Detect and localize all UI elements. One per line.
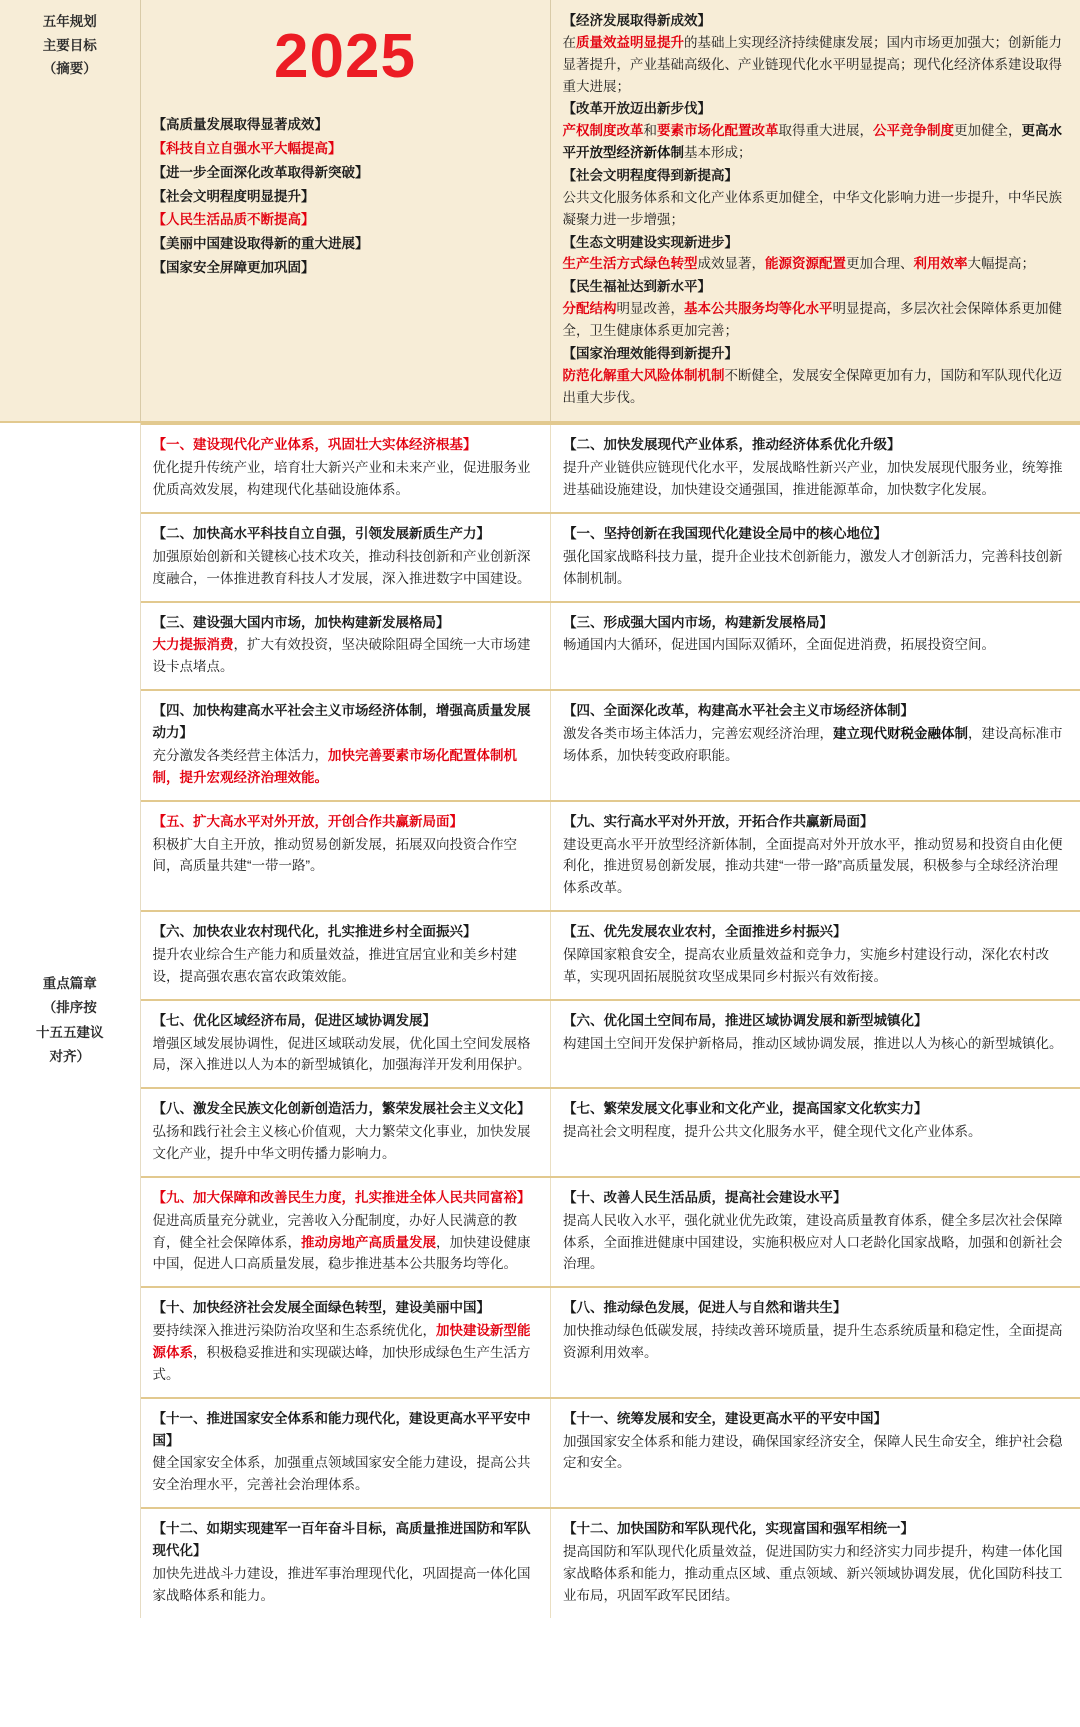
chapter-cell-prev-plan [551,602,1080,691]
detail-block [563,10,1069,97]
text-run: 优化提升传统产业，培育壮大新兴产业和未来产业，促进服务业优质高效发展，构建现代化基础设施体系。 [152,460,531,498]
section-2-row-header [0,422,140,1617]
section-2-header-line: （排序按 [42,1000,97,1016]
emphasis-bold: 更高水平开放型经济新体制 [562,123,1062,161]
emphasis-red: 加快完善要素市场化配置体制机制，提升宏观经济治理效能。 [152,747,517,785]
chapter-body [563,1320,1069,1364]
detail-block [563,343,1069,409]
text-run: 成效显著， [697,256,765,272]
text-run: 加强国家安全体系和能力建设，确保国家经济安全，保障人民生命安全，维护社会稳定和安全。 [563,1433,1063,1471]
chapter-cell-new-plan [141,690,551,800]
detail-block-heading: 【经济发展取得新成效】 [562,13,711,28]
text-run: 更加健全， [954,123,1022,139]
detail-block [563,276,1069,342]
chapter-body [153,546,539,590]
chapter-pair-row [141,513,1080,602]
chapter-body [153,834,539,878]
section-2-header-line: 对齐） [49,1048,90,1064]
chapter-title: 【四、全面深化改革，构建高水平社会主义市场经济体制】 [563,703,914,719]
detail-block [563,165,1069,231]
chapter-title: 【一、建设现代化产业体系，巩固壮大实体经济根基】 [152,437,477,453]
text-run: ，扩大有效投资，坚决破除阻碍全国统一大市场建设卡点堵点。 [152,637,531,675]
detail-block-body [563,120,1069,164]
detail-block-heading: 【改革开放迈出新步伐】 [562,101,711,117]
chapter-body [153,1210,539,1276]
text-run: 促进高质量充分就业，完善收入分配制度，办好人民满意的教育，健全社会保障体系， [152,1212,517,1250]
chapter-body [563,634,1069,656]
emphasis-red: 加快建设新型能源体系 [152,1323,531,1360]
text-run: 激发各类市场主体活力，完善宏观经济治理， [563,726,833,742]
chapter-cell-new-plan [141,1088,551,1177]
text-run: 加强原始创新和关键核心技术攻关，推动科技创新和产业创新深度融合，一体推进教育科技人才发展，深入推进数字中国建设。 [152,548,531,586]
detail-block-body [563,187,1069,231]
chapter-title: 【十一、统筹发展和安全，建设更高水平的平安中国】 [563,1410,887,1426]
text-run: ，积极稳妥推进和实现碳达峰，加快形成绿色生产生活方式。 [152,1344,531,1382]
detail-block [563,232,1069,276]
text-run: 加快先进战斗力建设，推进军事治理现代化，巩固提高一体化国家战略体系和能力。 [152,1565,531,1603]
text-run: 构建国土空间开发保护新格局，推动区域协调发展，推进以人为核心的新型城镇化。 [563,1035,1063,1051]
chapter-cell-prev-plan [551,1398,1080,1508]
chapter-pair-row [141,1000,1080,1089]
text-run: 建设更高水平开放型经济新体制，全面提高对外开放水平，推动贸易和投资自由化便利化，推进贸易创新发展，推动共建“一带一路”高质量发展，积极参与全球经济治理体系改革。 [563,836,1063,896]
section-key-chapters [0,422,1080,1617]
detail-block-body [563,365,1069,409]
chapter-cell-new-plan [141,1508,551,1617]
text-run: 基本形成； [684,145,752,161]
text-run: 在 [562,34,576,50]
chapter-pair-row [141,911,1080,1000]
chapter-pair-row [141,801,1080,911]
goal-item: 【美丽中国建设取得新的重大进展】 [152,236,369,252]
text-run: 充分激发各类经营主体活力， [152,747,328,763]
chapter-cell-prev-plan [551,911,1080,1000]
chapter-title: 【三、建设强大国内市场，加快构建新发展格局】 [152,614,450,630]
chapter-body [153,1320,539,1386]
chapter-pair-row [141,1088,1080,1177]
chapter-title: 【十、加快经济社会发展全面绿色转型，建设美丽中国】 [152,1300,490,1316]
goal-item: 【高质量发展取得显著成效】 [152,117,328,132]
emphasis-red: 能源资源配置 [765,256,846,272]
chapter-pair-row [141,1287,1080,1397]
chapter-body [563,1210,1069,1276]
chapter-title: 【十二、如期实现建军一百年奋斗目标，高质量推进国防和军队现代化】 [152,1521,531,1558]
text-run: 明显改善， [616,301,684,317]
text-run: 提升产业链供应链现代化水平，发展战略性新兴产业，加快发展现代服务业，统筹推进基础设施建设，加快建设交通强国，推进能源革命，加快数字化发展。 [563,460,1063,498]
section-1-header-line: （摘要） [42,61,97,77]
text-run: 提升农业综合生产能力和质量效益，推进宜居宜业和美乡村建设，提高强农惠农富农政策效能。 [152,946,517,984]
chapter-body [563,834,1069,900]
chapter-title: 【五、优先发展农业农村，全面推进乡村振兴】 [563,924,847,940]
section-2-header-line: 重点篇章 [42,975,97,991]
chapter-body [153,1121,539,1165]
text-run: 提高人民收入水平，强化就业优先政策，建设高质量教育体系，健全多层次社会保障体系，全面推进健康中国建设，实施积极应对人口老龄化国家战略，加强和创新社会治理。 [563,1212,1063,1272]
text-run: 明显提高，多层次社会保障体系更加健全，卫生健康体系更加完善； [562,301,1062,339]
chapter-title: 【三、形成强大国内市场，构建新发展格局】 [563,614,833,630]
year-badge: 2025 [274,22,416,91]
chapter-cell-prev-plan [551,1088,1080,1177]
chapter-title: 【八、激发全民族文化创新创造活力，繁荣发展社会主义文化】 [152,1101,531,1117]
section-five-year-goals [0,0,1080,422]
chapter-body [563,944,1069,988]
chapter-pair-row [141,1177,1080,1287]
chapter-cell-new-plan [141,1177,551,1287]
text-run: 大幅提高； [967,256,1035,272]
chapter-body [563,1431,1069,1475]
chapter-title: 【六、加快农业农村现代化，扎实推进乡村全面振兴】 [152,924,477,940]
chapter-cell-new-plan [141,513,551,602]
chapter-body [153,745,539,789]
chapter-body [563,546,1069,590]
emphasis-red: 利用效率 [913,256,968,272]
chapter-title: 【十一、推进国家安全体系和能力现代化，建设更高水平平安中国】 [152,1410,531,1448]
chapter-body [153,1452,539,1496]
goal-item: 【人民生活品质不断提高】 [152,212,315,228]
chapter-body [563,1541,1069,1607]
emphasis-red: 公平竞争制度 [873,123,954,139]
chapter-cell-prev-plan [551,1177,1080,1287]
chapter-body [563,723,1069,767]
section-1-header-line: 主要目标 [42,37,97,53]
chapter-body [153,1033,539,1077]
text-run: ，建设高标准市场体系，加快转变政府职能。 [563,726,1063,763]
text-run: 强化国家战略科技力量，提升企业技术创新能力，激发人才创新活力，完善科技创新体制机制。 [563,548,1063,586]
section-1-goals-cell [140,0,550,422]
chapter-pair-row [141,1508,1080,1617]
text-run: 增强区域发展协调性，促进区域联动发展，优化国土空间发展格局，深入推进以人为本的新型城镇化，加强海洋开发利用保护。 [152,1035,531,1073]
chapter-body [153,634,539,678]
chapter-cell-prev-plan [551,513,1080,602]
chapter-cell-new-plan [141,424,551,513]
chapter-title: 【二、加快高水平科技自立自强，引领发展新质生产力】 [152,526,490,542]
text-run: 的基础上实现经济持续健康发展；国内市场更加强大；创新能力显著提升，产业基础高级化、产业链现代化水平明显提高；现代化经济体系建设取得重大进展； [562,34,1062,94]
text-run: 和 [643,123,657,139]
text-run: 弘扬和践行社会主义核心价值观，大力繁荣文化事业，加快发展文化产业，提升中华文明传播力影响力。 [152,1124,531,1161]
chapter-pair-row [141,690,1080,800]
chapter-cell-new-plan [141,602,551,691]
chapter-pairs-table [141,423,1080,1617]
chapter-title: 【四、加快构建高水平社会主义市场经济体制，增强高质量发展动力】 [152,703,531,741]
chapter-cell-prev-plan [551,690,1080,800]
emphasis-red: 要素市场化配置改革 [657,123,779,139]
chapter-title: 【二、加快发展现代产业体系，推动经济体系优化升级】 [563,437,901,453]
chapter-pair-row [141,424,1080,513]
chapter-body [563,1121,1069,1143]
chapter-title: 【八、推动绿色发展，促进人与自然和谐共生】 [563,1300,847,1316]
chapter-cell-prev-plan [551,1287,1080,1397]
chapter-cell-new-plan [141,1287,551,1397]
emphasis-red: 质量效益明显提升 [576,34,684,50]
text-run: 取得重大进展， [778,123,873,139]
goal-item: 【进一步全面深化改革取得新突破】 [152,164,369,180]
chapter-title: 【六、优化国土空间布局，推进区域协调发展和新型城镇化】 [563,1012,928,1028]
chapter-body [153,1563,539,1607]
goal-detail-blocks [563,10,1069,408]
emphasis-red: 生产生活方式绿色转型 [562,256,698,272]
text-run: 公共文化服务体系和文化产业体系更加健全，中华文化影响力进一步提升，中华民族凝聚力进一步增强； [562,189,1062,227]
emphasis-red: 基本公共服务均等化水平 [684,301,833,317]
chapter-cell-new-plan [141,801,551,911]
goal-item: 【社会文明程度明显提升】 [152,188,315,204]
chapter-pair-row [141,602,1080,691]
chapter-body [153,944,539,988]
emphasis-red: 大力提振消费 [152,637,234,653]
emphasis-red: 推动房地产高质量发展 [301,1234,436,1250]
text-run: 要持续深入推进污染防治攻坚和生态系统优化， [152,1323,436,1339]
chapter-title: 【一、坚持创新在我国现代化建设全局中的核心地位】 [563,526,887,542]
detail-block-heading: 【国家治理效能得到新提升】 [562,345,738,361]
text-run: 不断健全，发展安全保障更加有力，国防和军队现代化迈出重大步伐。 [562,367,1062,405]
text-run: 保障国家粮食安全，提高农业质量效益和竞争力，实施乡村建设行动，深化农村改革，实现巩固拓展脱贫攻坚成果同乡村振兴有效衔接。 [563,946,1049,984]
detail-block [563,98,1069,164]
goal-item: 【国家安全屏障更加巩固】 [152,260,315,276]
text-run: ，加快建设健康中国，促进人口高质量发展，稳步推进基本公共服务均等化。 [152,1234,531,1272]
chapter-cell-new-plan [141,1398,551,1508]
chapter-title: 【十二、加快国防和军队现代化，实现富国和强军相统一】 [563,1521,914,1537]
text-run: 健全国家安全体系，加强重点领域国家安全能力建设，提高公共安全治理水平，完善社会治理体系。 [152,1455,531,1493]
goal-list [153,114,538,279]
section-1-row-header [0,0,140,422]
chapter-cell-prev-plan [551,424,1080,513]
text-run: 更加合理、 [846,256,914,272]
chapter-title: 【七、优化区域经济布局，促进区域协调发展】 [152,1012,436,1028]
detail-block-heading: 【社会文明程度得到新提高】 [562,168,738,184]
chapter-title: 【七、繁荣发展文化事业和文化产业，提高国家文化软实力】 [563,1101,928,1117]
chapter-title: 【五、扩大高水平对外开放，开创合作共赢新局面】 [152,813,463,829]
goal-item: 【科技自立自强水平大幅提高】 [152,140,342,156]
chapter-cell-new-plan [141,1000,551,1089]
emphasis-red: 分配结构 [562,301,617,317]
chapter-cell-prev-plan [551,1508,1080,1617]
section-1-detail-cell [550,0,1080,422]
text-run: 提高社会文明程度，提升公共文化服务水平，健全现代文化产业体系。 [563,1124,982,1140]
chapter-cell-prev-plan [551,801,1080,911]
chapter-body [563,1033,1069,1055]
text-run: 畅通国内大循环，促进国内国际双循环，全面促进消费，拓展投资空间。 [563,637,995,653]
chapter-cell-prev-plan [551,1000,1080,1089]
section-1-header-line: 五年规划 [42,14,97,29]
chapter-title: 【九、实行高水平对外开放，开拓合作共赢新局面】 [563,813,874,829]
detail-block-body [563,32,1069,98]
detail-block-body [563,298,1069,342]
text-run: 积极扩大自主开放，推动贸易创新发展，拓展双向投资合作空间，高质量共建“一带一路”。 [152,836,517,874]
text-run: 加快推动绿色低碳发展，持续改善环境质量，提升生态系统质量和稳定性，全面提高资源利用效率。 [563,1323,1063,1360]
chapter-title: 【九、加大保障和改善民生力度，扎实推进全体人民共同富裕】 [152,1189,531,1205]
detail-block-body [563,253,1069,275]
emphasis-red: 防范化解重大风险体制机制 [562,367,725,383]
chapter-title: 【十、改善人民生活品质，提高社会建设水平】 [563,1189,847,1205]
detail-block-heading: 【生态文明建设实现新进步】 [562,234,738,250]
emphasis-red: 产权制度改革 [562,123,644,139]
detail-block-heading: 【民生福祉达到新水平】 [562,279,711,295]
chapter-pair-row [141,1398,1080,1508]
emphasis-bold: 建立现代财税金融体制 [833,726,968,742]
section-2-pairs-cell [140,422,1080,1617]
chapter-cell-new-plan [141,911,551,1000]
chapter-body [153,457,539,501]
section-2-header-line: 十五五建议 [36,1024,104,1040]
text-run: 提高国防和军队现代化质量效益，促进国防实力和经济实力同步提升，构建一体化国家战略体系和能力，推动重点区域、重点领域、新兴领域协调发展，优化国防科技工业布局，巩固军政军民团结。 [563,1543,1063,1603]
chapter-body [563,457,1069,501]
